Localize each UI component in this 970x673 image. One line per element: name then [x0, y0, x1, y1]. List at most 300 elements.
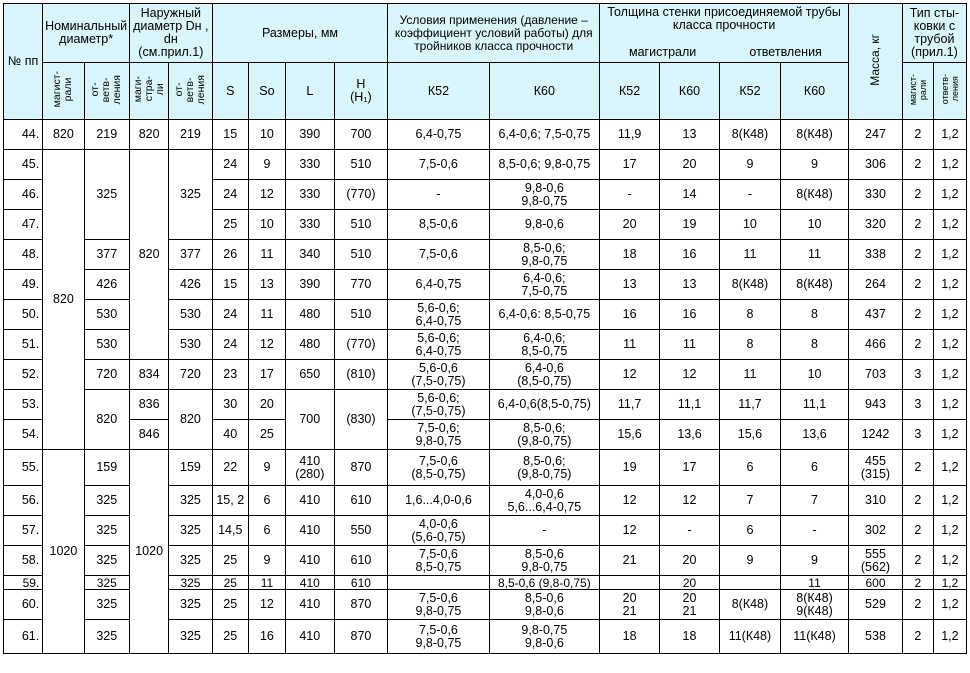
type-mag: 2 — [902, 150, 933, 180]
cond-k52: 7,5-0,6 — [388, 240, 489, 270]
header-mass: Масса, кг — [849, 4, 903, 120]
nominal-otv: 530 — [84, 330, 129, 360]
cell-S: 26 — [212, 240, 248, 270]
row-num: 59. — [4, 576, 43, 590]
thick-mag-k60: 16 — [660, 240, 720, 270]
cell-L: 410 — [286, 486, 335, 516]
outer-otv: 325 — [169, 620, 212, 654]
outer-otv: 325 — [169, 590, 212, 620]
header-thick-mag-k52: К52 — [600, 63, 660, 120]
type-otv: 1,2 — [933, 420, 966, 450]
row-num: 53. — [4, 390, 43, 420]
row-num: 45. — [4, 150, 43, 180]
cell-S: 25 — [212, 620, 248, 654]
cond-k60: 9,8-0,6 — [489, 210, 600, 240]
header-outer: Наружный диаметр Dн , dн (см.прил.1) — [130, 4, 213, 63]
row-num: 56. — [4, 486, 43, 516]
thick-mag-k60: 13,6 — [660, 420, 720, 450]
outer-otv: 325 — [169, 576, 212, 590]
row-num: 49. — [4, 270, 43, 300]
type-mag: 2 — [902, 486, 933, 516]
thick-otv-k60: 8(К48) — [780, 180, 848, 210]
cond-k60: 9,8-0,75 9,8-0,6 — [489, 620, 600, 654]
cell-L: 650 — [286, 360, 335, 390]
thick-mag-k52: 11 — [600, 330, 660, 360]
outer-otv: 325 — [169, 516, 212, 546]
thick-otv-k52: 8 — [719, 330, 780, 360]
cell-H: 510 — [334, 210, 388, 240]
cell-H: 770 — [334, 270, 388, 300]
cell-L: 410 (280) — [286, 450, 335, 486]
cond-k60: 9,8-0,6 9,8-0,75 — [489, 180, 600, 210]
thick-otv-k52: 9 — [719, 546, 780, 576]
thick-mag-k52: 21 — [600, 546, 660, 576]
type-otv: 1,2 — [933, 150, 966, 180]
mass: 320 — [849, 210, 903, 240]
cell-So: 11 — [248, 240, 285, 270]
cond-k60: 6,4-0,6; 8,5-0,75 — [489, 330, 600, 360]
thick-mag-k52: 13 — [600, 270, 660, 300]
cell-L: 390 — [286, 120, 335, 150]
thick-otv-k52: 11(К48) — [719, 620, 780, 654]
header-thickness-mag: магистрали — [629, 45, 697, 59]
thick-mag-k52: 11,7 — [600, 390, 660, 420]
type-mag: 2 — [902, 300, 933, 330]
cond-k52: 5,6-0,6; 6,4-0,75 — [388, 300, 489, 330]
header-nominal-otv: от- ветв- ления — [84, 63, 129, 120]
cell-So: 12 — [248, 590, 285, 620]
mass: 703 — [849, 360, 903, 390]
header-outer-mag: маги- стра- ли — [130, 63, 169, 120]
type-otv: 1,2 — [933, 486, 966, 516]
header-type: Тип сты- ковки с трубой (прил.1) — [902, 4, 966, 63]
row-num: 44. — [4, 120, 43, 150]
cell-So: 11 — [248, 576, 285, 590]
cell-H: 510 — [334, 150, 388, 180]
thick-mag-k60: 20 — [660, 546, 720, 576]
cond-k52: 5,6-0,6 (7,5-0,75) — [388, 360, 489, 390]
mass: 302 — [849, 516, 903, 546]
cell-L: 410 — [286, 620, 335, 654]
type-mag: 2 — [902, 450, 933, 486]
cell-So: 6 — [248, 516, 285, 546]
nominal-mag: 820 — [43, 120, 84, 150]
mass: 264 — [849, 270, 903, 300]
thick-otv-k52: 7 — [719, 486, 780, 516]
thick-otv-k52: 11,7 — [719, 390, 780, 420]
cond-k60: - — [489, 516, 600, 546]
cell-H: (770) — [334, 330, 388, 360]
thick-otv-k60: 11 — [780, 576, 848, 590]
cell-So: 11 — [248, 300, 285, 330]
cell-L: 410 — [286, 546, 335, 576]
cell-L: 330 — [286, 150, 335, 180]
type-mag: 2 — [902, 620, 933, 654]
cond-k60: 4,0-0,6 5,6...6,4-0,75 — [489, 486, 600, 516]
cell-H: 510 — [334, 240, 388, 270]
thick-mag-k60: 12 — [660, 360, 720, 390]
nominal-otv: 325 — [84, 620, 129, 654]
type-otv: 1,2 — [933, 180, 966, 210]
thick-otv-k52: 8 — [719, 300, 780, 330]
cell-So: 17 — [248, 360, 285, 390]
thick-otv-k60: 6 — [780, 450, 848, 486]
mass: 555 (562) — [849, 546, 903, 576]
nominal-otv: 325 — [84, 486, 129, 516]
thick-otv-k60: 11,1 — [780, 390, 848, 420]
cell-L: 390 — [286, 270, 335, 300]
thick-otv-k52: 9 — [719, 150, 780, 180]
cell-L: 340 — [286, 240, 335, 270]
outer-otv: 530 — [169, 300, 212, 330]
cond-k52: 7,5-0,6 (8,5-0,75) — [388, 450, 489, 486]
header-S: S — [212, 63, 248, 120]
thick-mag-k52: 11,9 — [600, 120, 660, 150]
type-otv: 1,2 — [933, 210, 966, 240]
table-row — [4, 120, 967, 150]
cell-S: 15 — [212, 120, 248, 150]
outer-mag: 836 — [130, 390, 169, 420]
header-num: № пп — [4, 4, 43, 120]
cond-k60: 6,4-0,6; 7,5-0,75 — [489, 120, 600, 150]
table-row — [4, 390, 967, 420]
cell-L: 410 — [286, 516, 335, 546]
cell-H-830: (830) — [334, 390, 388, 450]
nominal-otv-820: 820 — [84, 390, 129, 450]
nominal-otv: 530 — [84, 300, 129, 330]
thick-mag-k52 — [600, 576, 660, 590]
row-num: 55. — [4, 450, 43, 486]
fittings-table — [3, 3, 967, 654]
type-otv: 1,2 — [933, 516, 966, 546]
cell-H: 870 — [334, 590, 388, 620]
row-num: 50. — [4, 300, 43, 330]
nominal-otv: 219 — [84, 120, 129, 150]
type-otv: 1,2 — [933, 620, 966, 654]
cell-So: 6 — [248, 486, 285, 516]
type-mag: 3 — [902, 390, 933, 420]
mass: 330 — [849, 180, 903, 210]
header-H: H (H₁) — [334, 63, 388, 120]
type-mag: 2 — [902, 330, 933, 360]
cell-L: 480 — [286, 330, 335, 360]
header-L: L — [286, 63, 335, 120]
thick-otv-k60: 7 — [780, 486, 848, 516]
thick-mag-k60: 20 21 — [660, 590, 720, 620]
outer-otv: 325 — [169, 546, 212, 576]
nominal-otv-325: 325 — [84, 150, 129, 240]
header-type-otv: ответв- ления — [933, 63, 966, 120]
cond-k52: 8,5-0,6 — [388, 210, 489, 240]
cell-S: 15 — [212, 270, 248, 300]
thick-otv-k52: 8(К48) — [719, 270, 780, 300]
thick-otv-k60: 8(К48) — [780, 270, 848, 300]
table-row — [4, 360, 967, 390]
type-otv: 1,2 — [933, 270, 966, 300]
type-mag: 2 — [902, 240, 933, 270]
cond-k52: - — [388, 180, 489, 210]
header-cond-k60: К60 — [489, 63, 600, 120]
thick-mag-k60: 13 — [660, 120, 720, 150]
cell-S: 40 — [212, 420, 248, 450]
type-otv: 1,2 — [933, 330, 966, 360]
thick-mag-k52: 15,6 — [600, 420, 660, 450]
cond-k60: 6,4-0,6(8,5-0,75) — [489, 390, 600, 420]
row-num: 51. — [4, 330, 43, 360]
thick-mag-k52: 20 — [600, 210, 660, 240]
thick-mag-k60: 11,1 — [660, 390, 720, 420]
cell-H: 870 — [334, 450, 388, 486]
thick-mag-k60: 17 — [660, 450, 720, 486]
mass: 455 (315) — [849, 450, 903, 486]
cell-L: 330 — [286, 180, 335, 210]
thick-otv-k60: 8 — [780, 300, 848, 330]
thick-otv-k60: 8(К48) — [780, 120, 848, 150]
outer-mag: 834 — [130, 360, 169, 390]
mass: 466 — [849, 330, 903, 360]
cell-S: 22 — [212, 450, 248, 486]
row-num: 46. — [4, 180, 43, 210]
cond-k60: 8,5-0,6; (9,8-0,75) — [489, 450, 600, 486]
outer-otv: 325 — [169, 486, 212, 516]
cond-k60: 8,5-0,6 (9,8-0,75) — [489, 576, 600, 590]
row-num: 52. — [4, 360, 43, 390]
header-sizes: Размеры, мм — [212, 4, 388, 63]
cond-k52: 4,0-0,6 (5,6-0,75) — [388, 516, 489, 546]
thick-otv-k52: 6 — [719, 450, 780, 486]
type-otv: 1,2 — [933, 390, 966, 420]
thick-otv-k52: 15,6 — [719, 420, 780, 450]
nominal-otv: 426 — [84, 270, 129, 300]
cell-S: 25 — [212, 210, 248, 240]
cond-k52: 5,6-0,6; (7,5-0,75) — [388, 390, 489, 420]
thick-mag-k52: 18 — [600, 240, 660, 270]
header-type-mag: магист- рали — [902, 63, 933, 120]
outer-otv-820: 820 — [169, 390, 212, 450]
cell-S: 14,5 — [212, 516, 248, 546]
cell-L: 410 — [286, 590, 335, 620]
thick-mag-k60: 12 — [660, 486, 720, 516]
nominal-otv: 325 — [84, 516, 129, 546]
type-mag: 2 — [902, 270, 933, 300]
cell-S: 25 — [212, 546, 248, 576]
thick-mag-k52: 20 21 — [600, 590, 660, 620]
thick-mag-k52: 17 — [600, 150, 660, 180]
thick-otv-k60: 10 — [780, 210, 848, 240]
table-row — [4, 150, 967, 180]
type-mag: 2 — [902, 120, 933, 150]
header-thickness-otv: ответвления — [749, 45, 822, 59]
cell-So: 20 — [248, 390, 285, 420]
cell-So: 12 — [248, 180, 285, 210]
thick-mag-k60: 13 — [660, 270, 720, 300]
mass: 310 — [849, 486, 903, 516]
outer-otv: 426 — [169, 270, 212, 300]
thick-mag-k52: 16 — [600, 300, 660, 330]
outer-otv: 530 — [169, 330, 212, 360]
thick-mag-k60: 14 — [660, 180, 720, 210]
mass: 437 — [849, 300, 903, 330]
nominal-otv: 720 — [84, 360, 129, 390]
type-mag: 2 — [902, 546, 933, 576]
cell-S: 24 — [212, 180, 248, 210]
thick-mag-k60: 18 — [660, 620, 720, 654]
cell-So: 9 — [248, 150, 285, 180]
header-cond-k52: К52 — [388, 63, 489, 120]
row-num: 54. — [4, 420, 43, 450]
header-thickness — [600, 4, 849, 63]
thick-mag-k52: 12 — [600, 360, 660, 390]
row-num: 60. — [4, 590, 43, 620]
cell-S: 23 — [212, 360, 248, 390]
cell-L: 410 — [286, 576, 335, 590]
cell-So: 13 — [248, 270, 285, 300]
thick-otv-k60: 8 — [780, 330, 848, 360]
header-conditions: Условия применения (давление – коэффициент условий работы) для тройников класса прочности — [388, 4, 600, 63]
mass: 529 — [849, 590, 903, 620]
nominal-mag-1020: 1020 — [43, 450, 84, 654]
mass: 338 — [849, 240, 903, 270]
cell-H: 550 — [334, 516, 388, 546]
thick-mag-k60: 19 — [660, 210, 720, 240]
thick-mag-k52: 19 — [600, 450, 660, 486]
cell-H: 510 — [334, 300, 388, 330]
cell-So: 9 — [248, 450, 285, 486]
thick-otv-k52: - — [719, 180, 780, 210]
type-mag: 2 — [902, 576, 933, 590]
cell-H: 870 — [334, 620, 388, 654]
type-mag: 3 — [902, 360, 933, 390]
thick-otv-k60: 10 — [780, 360, 848, 390]
type-otv: 1,2 — [933, 300, 966, 330]
nominal-otv: 325 — [84, 576, 129, 590]
thick-mag-k60: - — [660, 516, 720, 546]
mass: 943 — [849, 390, 903, 420]
outer-otv: 377 — [169, 240, 212, 270]
type-otv: 1,2 — [933, 120, 966, 150]
cell-So: 9 — [248, 546, 285, 576]
cell-L: 330 — [286, 210, 335, 240]
cond-k52: 7,5-0,6 — [388, 150, 489, 180]
thick-otv-k52: 6 — [719, 516, 780, 546]
thick-otv-k60: 13,6 — [780, 420, 848, 450]
row-num: 61. — [4, 620, 43, 654]
type-otv: 1,2 — [933, 576, 966, 590]
row-num: 48. — [4, 240, 43, 270]
outer-mag: 820 — [130, 120, 169, 150]
outer-mag-820: 820 — [130, 150, 169, 360]
cond-k60: 8,5-0,6 9,8-0,75 — [489, 546, 600, 576]
thick-otv-k60: 11 — [780, 240, 848, 270]
mass: 600 — [849, 576, 903, 590]
cell-S: 24 — [212, 330, 248, 360]
cell-So: 16 — [248, 620, 285, 654]
mass: 247 — [849, 120, 903, 150]
thick-otv-k52: 8(К48) — [719, 120, 780, 150]
cond-k60: 8,5-0,6; 9,8-0,75 — [489, 240, 600, 270]
row-num: 57. — [4, 516, 43, 546]
cond-k52: 7,5-0,6 9,8-0,75 — [388, 620, 489, 654]
type-mag: 3 — [902, 420, 933, 450]
header-outer-otv: от- ветв- ления — [169, 63, 212, 120]
nominal-otv: 325 — [84, 546, 129, 576]
outer-mag: 846 — [130, 420, 169, 450]
thick-mag-k60: 16 — [660, 300, 720, 330]
nominal-mag-820: 820 — [43, 150, 84, 450]
cond-k52 — [388, 576, 489, 590]
thick-otv-k60: - — [780, 516, 848, 546]
type-otv: 1,2 — [933, 240, 966, 270]
cell-S: 25 — [212, 590, 248, 620]
outer-otv: 159 — [169, 450, 212, 486]
table-row — [4, 450, 967, 486]
cell-H: 610 — [334, 486, 388, 516]
cell-H: 700 — [334, 120, 388, 150]
mass: 538 — [849, 620, 903, 654]
type-otv: 1,2 — [933, 360, 966, 390]
cell-H: 610 — [334, 546, 388, 576]
cond-k60: 6,4-0,6; 7,5-0,75 — [489, 270, 600, 300]
cell-L: 480 — [286, 300, 335, 330]
cond-k60: 8,5-0,6; (9,8-0,75) — [489, 420, 600, 450]
thick-mag-k52: 18 — [600, 620, 660, 654]
type-mag: 2 — [902, 590, 933, 620]
thick-mag-k52: - — [600, 180, 660, 210]
cond-k60: 6,4-0,6: 8,5-0,75 — [489, 300, 600, 330]
thick-otv-k60: 9 — [780, 150, 848, 180]
cell-S: 24 — [212, 150, 248, 180]
cell-L-700: 700 — [286, 390, 335, 450]
thick-mag-k52: 12 — [600, 516, 660, 546]
cond-k52: 7,5-0,6; 9,8-0,75 — [388, 420, 489, 450]
row-num: 58. — [4, 546, 43, 576]
outer-mag-1020: 1020 — [130, 450, 169, 654]
row-num: 47. — [4, 210, 43, 240]
mass: 1242 — [849, 420, 903, 450]
cell-H: (810) — [334, 360, 388, 390]
cell-S: 24 — [212, 300, 248, 330]
thick-otv-k52 — [719, 576, 780, 590]
cond-k60: 8,5-0,6 9,8-0,6 — [489, 590, 600, 620]
thick-otv-k60: 9 — [780, 546, 848, 576]
cell-So: 10 — [248, 120, 285, 150]
type-otv: 1,2 — [933, 546, 966, 576]
type-mag: 2 — [902, 210, 933, 240]
mass: 306 — [849, 150, 903, 180]
cond-k52: 5,6-0,6; 6,4-0,75 — [388, 330, 489, 360]
thick-mag-k60: 20 — [660, 576, 720, 590]
outer-otv: 720 — [169, 360, 212, 390]
header-nominal: Номинальный диаметр* — [43, 4, 130, 63]
header-thick-mag-k60: К60 — [660, 63, 720, 120]
cond-k60: 6,4-0,6 (8,5-0,75) — [489, 360, 600, 390]
thick-mag-k60: 11 — [660, 330, 720, 360]
cond-k60: 8,5-0,6; 9,8-0,75 — [489, 150, 600, 180]
type-otv: 1,2 — [933, 450, 966, 486]
outer-otv-325: 325 — [169, 150, 212, 240]
cell-H: 610 — [334, 576, 388, 590]
header-thick-otv-k60: К60 — [780, 63, 848, 120]
cond-k52: 6,4-0,75 — [388, 120, 489, 150]
cell-So: 10 — [248, 210, 285, 240]
type-mag: 2 — [902, 180, 933, 210]
nominal-otv: 159 — [84, 450, 129, 486]
cond-k52: 1,6...4,0-0,6 — [388, 486, 489, 516]
nominal-otv: 325 — [84, 590, 129, 620]
cell-S: 15, 2 — [212, 486, 248, 516]
cond-k52: 7,5-0,6 8,5-0,75 — [388, 546, 489, 576]
type-mag: 2 — [902, 516, 933, 546]
